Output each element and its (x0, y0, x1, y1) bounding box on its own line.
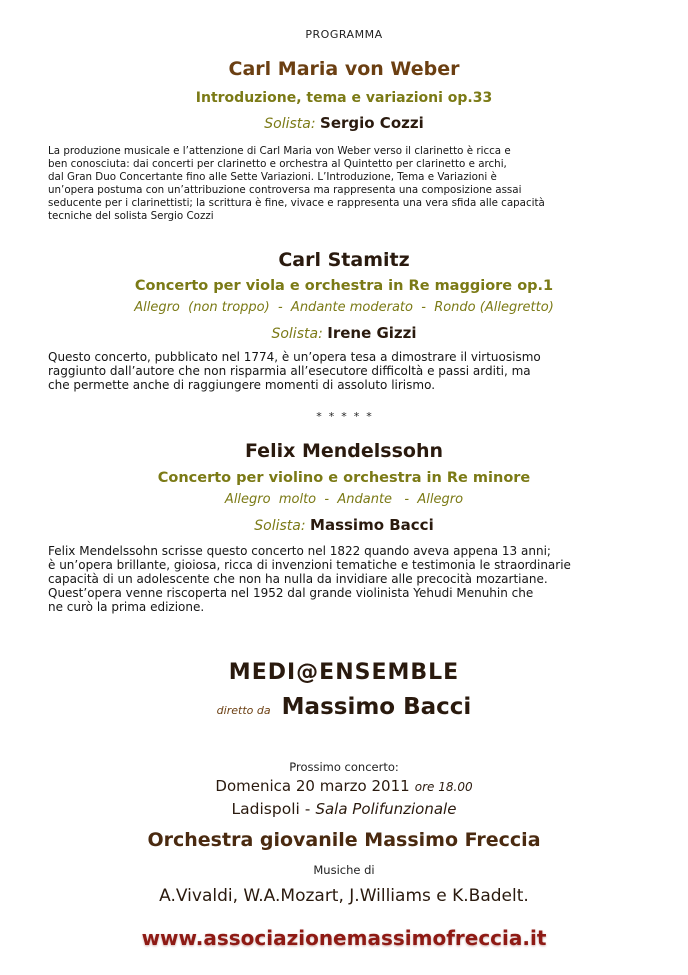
description-line: Quest’opera venne riscoperta nel 1952 dal grande violinista Yehudi Menuhin che (48, 586, 534, 600)
movements-stamitz: Allegro (non troppo) - Andante moderato - Rondo (Allegretto) (134, 300, 554, 315)
programma-heading: PROGRAMMA (305, 28, 383, 41)
next-concert-venue (0, 799, 688, 818)
description-line: è un’opera brillante, gioiosa, ricca di invenzioni tematiche e testimonia le straordinarie (48, 558, 571, 572)
description-line: seducente per i clarinettisti; la scrittura è fine, vivace e rappresenta una vera sfida alle capacità (48, 197, 545, 209)
description-line: Questo concerto, pubblicato nel 1774, è un’opera tesa a dimostrare il virtuosismo (48, 350, 541, 364)
description-line: ben conosciuta: dai concerti per clarinetto e orchestra al Quintetto per clarinetto e archi, (48, 158, 507, 170)
soloist-stamitz (0, 324, 688, 342)
description-line: tecniche del solista Sergio Cozzi (48, 210, 214, 222)
next-concert-label: Prossimo concerto: (289, 760, 399, 774)
description-line: La produzione musicale e l’attenzione di Carl Maria von Weber verso il clarinetto è ricca e (48, 145, 511, 157)
description-line: un’opera postuma con un’attribuzione controversa ma rappresenta una composizione assai (48, 184, 522, 196)
soloist-name: Sergio Cozzi (320, 114, 424, 132)
composer-stamitz: Carl Stamitz (278, 249, 410, 271)
soloist-label: Solista: (254, 518, 306, 534)
concert-time: ore 18.00 (414, 780, 473, 794)
music-by-label: Musiche di (313, 863, 375, 877)
website-link[interactable]: www.associazionemassimofreccia.it (141, 926, 547, 950)
concert-date: Domenica 20 marzo 2011 (215, 777, 410, 795)
soloist-name: Irene Gizzi (327, 324, 417, 342)
work-weber: Introduzione, tema e variazioni op.33 (195, 90, 493, 106)
soloist-mendelssohn (0, 516, 688, 534)
concert-city: Ladispoli (231, 800, 300, 818)
ensemble-name: MEDI@ENSEMBLE (228, 660, 460, 685)
next-concert-date (0, 776, 688, 795)
soloist-label: Solista: (264, 116, 316, 132)
description-line: dal Gran Duo Concertante fino alle Sette Variazioni. L’Introduzione, Tema e Variazioni è (48, 171, 497, 183)
description-weber (48, 145, 648, 223)
composer-weber: Carl Maria von Weber (228, 58, 460, 80)
section-separator: * * * * * (316, 410, 372, 423)
description-line: capacità di un adolescente che non ha nulla da invidiare alle precocità mozartiane. (48, 572, 548, 586)
director-name: Massimo Bacci (281, 694, 472, 720)
description-line: Felix Mendelssohn scrisse questo concerto nel 1822 quando aveva appena 13 anni; (48, 544, 551, 558)
ensemble-director (0, 694, 688, 720)
concert-venue: Sala Polifunzionale (315, 800, 457, 818)
soloist-name: Massimo Bacci (310, 516, 434, 534)
description-mendelssohn (48, 544, 648, 614)
description-line: che permette anche di raggiungere momenti di assoluto lirismo. (48, 378, 436, 392)
soloist-weber (0, 114, 688, 132)
venue-dash: - (304, 800, 311, 818)
composer-mendelssohn: Felix Mendelssohn (244, 440, 444, 462)
movements-mendelssohn: Allegro molto - Andante - Allegro (224, 492, 464, 507)
description-line: raggiunto dall’autore che non risparmia all’esecutore difficoltà e passi arditi, ma (48, 364, 531, 378)
orchestra-name: Orchestra giovanile Massimo Freccia (147, 829, 541, 851)
description-line: ne curò la prima edizione. (48, 600, 205, 614)
soloist-label: Solista: (271, 326, 323, 342)
work-stamitz: Concerto per viola e orchestra in Re maggiore op.1 (134, 278, 554, 294)
composers-list: A.Vivaldi, W.A.Mozart, J.Williams e K.Badelt. (159, 886, 529, 906)
work-mendelssohn: Concerto per violino e orchestra in Re minore (157, 470, 531, 486)
directed-by-label: diretto da (216, 704, 271, 717)
description-stamitz (48, 350, 648, 392)
